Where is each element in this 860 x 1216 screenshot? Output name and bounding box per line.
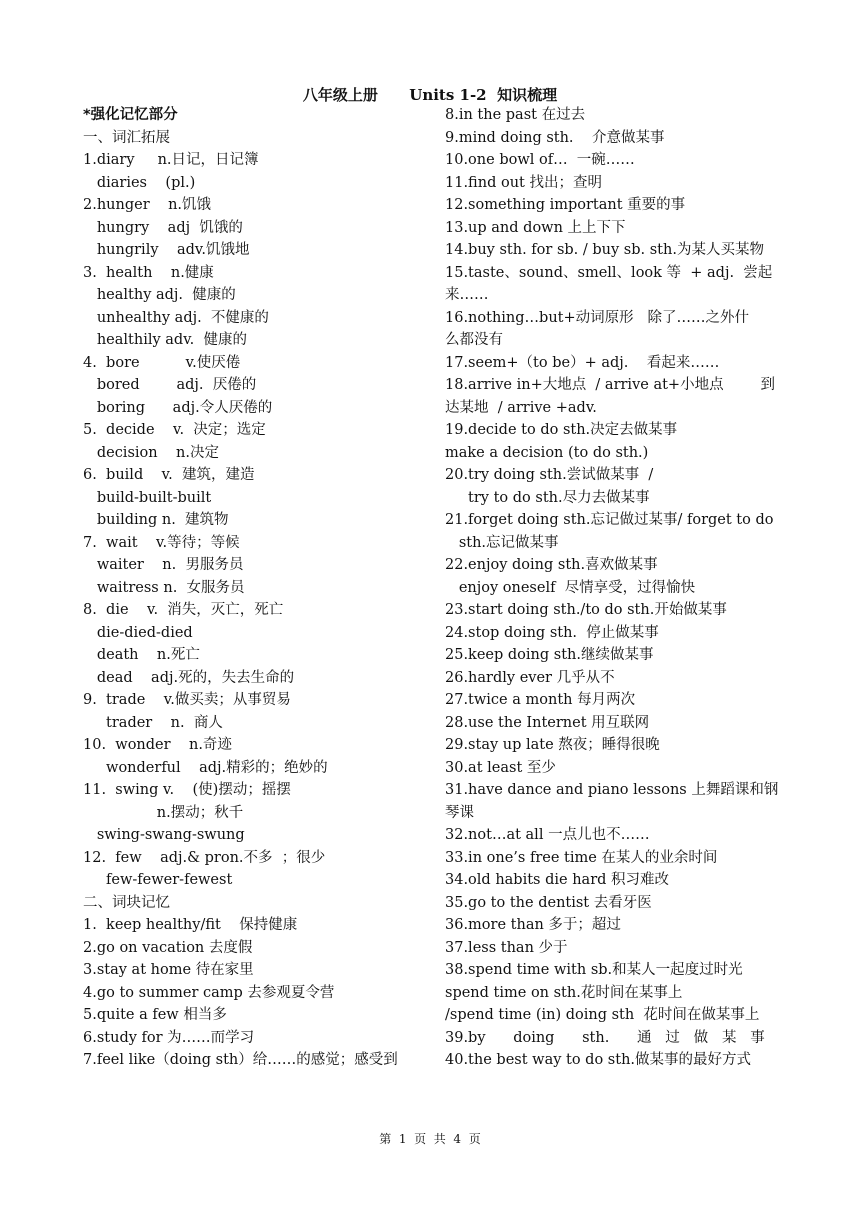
left-column-line: dead adj.死的，失去生命的 [83,669,295,686]
left-column-line: 3. health n.健康 [83,264,214,281]
right-column-line: spend time on sth.花时间在某事上 [445,984,683,1001]
right-column-line: 达某地 / arrive +adv. [445,399,597,416]
right-column-line: 33.in one’s free time 在某人的业余时间 [445,849,718,866]
left-column-line: 3.stay at home 待在家里 [83,962,254,978]
right-column-line: 34.old habits die hard 积习难改 [445,872,670,888]
right-column-line: 15.taste、sound、smell、look 等 + adj. 尝起 [445,264,773,281]
left-column-line: death n.死亡 [83,647,200,663]
left-column-line: waiter n. 男服务员 [83,557,244,573]
left-column-line: 7. wait v.等待；等候 [83,534,240,551]
left-column-line: 4.go to summer camp 去参观夏令营 [83,984,335,1001]
right-column-line: 12.something important 重要的事 [445,197,686,213]
right-column-line: 么都没有 [445,332,503,348]
right-column-line: 28.use the Internet 用互联网 [445,714,650,731]
right-column-line: try to do sth.尽力去做某事 [445,489,650,506]
right-column-line: 22.enjoy doing sth.喜欢做某事 [445,557,658,573]
right-column-line: 40.the best way to do sth.做某事的最好方式 [445,1052,752,1068]
left-column-line: boring adj.令人厌倦的 [83,399,273,416]
right-column-line: 13.up and down 上上下下 [445,219,626,236]
left-column-line: 6.study for 为……而学习 [83,1029,255,1046]
right-column-line: 29.stay up late 熬夜；睡得很晚 [445,737,660,753]
left-column-line: 1. keep healthy/fit 保持健康 [83,917,298,933]
right-column-line: sth.忘记做某事 [445,534,559,551]
left-column-line: 2.hunger n.饥饿 [83,197,212,213]
right-column-line: enjoy oneself 尽情享受，过得愉快 [445,579,696,596]
left-column-line: 2.go on vacation 去度假 [83,939,253,956]
left-column-line: 一、词汇拓展 [83,129,170,146]
right-column-line: 来…… [445,287,489,303]
right-column-line: 20.try doing sth.尝试做某事 / [445,467,654,483]
left-column-line: 6. build v. 建筑，建造 [83,467,255,483]
right-column-line: 19.decide to do sth.决定去做某事 [445,422,678,438]
left-column-line: swing-swang-swung [83,827,245,843]
right-column-line: 14.buy sth. for sb. / buy sb. sth.为某人买某物 [445,242,764,258]
right-column-line: 38.spend time with sb.和某人一起度过时光 [445,962,743,978]
left-column-line: hungrily adv.饥饿地 [83,242,250,258]
left-column [83,104,433,1072]
right-column-line: /spend time (in) doing sth 花时间在做某事上 [445,1007,760,1023]
left-column-line: few-fewer-fewest [83,872,233,888]
left-column-line: 5.quite a few 相当多 [83,1007,227,1023]
left-column-line: *强化记忆部分 [83,107,178,123]
right-column-line: 18.arrive in+大地点 / arrive at+小地点 到 [445,377,775,393]
right-column-line: 8.in the past 在过去 [445,107,586,123]
left-column-line: 12. few adj.& pron.不多 ；很少 [83,849,326,866]
right-column-line: 21.forget doing sth.忘记做过某事/ forget to do [445,512,774,528]
left-column-line: 二、词块记忆 [83,894,170,911]
left-column-line: waitress n. 女服务员 [83,579,245,596]
right-column-line: 26.hardly ever 几乎从不 [445,669,615,686]
right-column-line: 30.at least 至少 [445,759,556,776]
right-column-line: 16.nothing…but+动词原形 除了……之外什 [445,309,749,326]
right-column-line: 10.one bowl of… 一碗…… [445,152,635,168]
left-column-line: healthily adv. 健康的 [83,332,247,348]
page-title: 八年级上册 Units 1-2 知识梳理 [302,86,558,104]
right-column-line: 11.find out 找出；查明 [445,174,602,191]
left-column-line: 8. die v. 消失，灭亡，死亡 [83,602,284,618]
left-column-line: healthy adj. 健康的 [83,287,236,303]
right-column-line: 36.more than 多于；超过 [445,917,621,933]
right-column-line: 32.not…at all 一点儿也不…… [445,827,650,843]
left-column-line: hungry adj 饥饿的 [83,219,243,236]
right-column-line: 17.seem+（to be）+ adj. 看起来…… [445,354,720,371]
left-column-line: wonderful adj.精彩的；绝妙的 [83,759,328,776]
page-footer: 第 1 页 共 4 页 [379,1132,481,1146]
right-column-line: 37.less than 少于 [445,939,568,956]
left-column-line: build-built-built [83,489,212,506]
left-column-line: building n. 建筑物 [83,512,229,528]
left-column-line: die-died-died [83,624,193,641]
left-column-line: 5. decide v. 决定；选定 [83,422,266,438]
right-column-line: make a decision (to do sth.) [445,444,649,461]
left-column-line: decision n.决定 [83,444,219,461]
left-column-line: diaries (pl.) [83,174,196,191]
left-column-line: bored adj. 厌倦的 [83,377,257,393]
left-column-line: trader n. 商人 [83,714,223,731]
left-column-line: unhealthy adj. 不健康的 [83,309,269,326]
right-column-line: 35.go to the dentist 去看牙医 [445,894,652,911]
left-column-line: 4. bore v.使厌倦 [83,354,241,371]
left-column-line: 9. trade v.做买卖；从事贸易 [83,692,291,708]
left-column-line: n.摆动；秋千 [83,804,244,821]
left-column-line: 7.feel like（doing sth）给……的感觉；感受到 [83,1052,398,1068]
left-column-line: 11. swing v. (使)摆动；摇摆 [83,782,291,798]
right-column-line: 琴课 [445,804,474,821]
left-column-line: 10. wonder n.奇迹 [83,737,232,753]
right-column-line: 25.keep doing sth.继续做某事 [445,647,654,663]
left-column-line: 1.diary n.日记，日记簿 [83,152,259,168]
right-column-line: 23.start doing sth./to do sth.开始做某事 [445,602,727,618]
right-column [445,104,780,1072]
right-column-line: 27.twice a month 每月两次 [445,692,636,708]
right-column-line: 9.mind doing sth. 介意做某事 [445,129,665,146]
right-column-line: 39.by doing sth. 通 过 做 某 事 [445,1029,765,1046]
right-column-line: 24.stop doing sth. 停止做某事 [445,624,659,641]
right-column-line: 31.have dance and piano lessons 上舞蹈课和钢 [445,782,779,798]
